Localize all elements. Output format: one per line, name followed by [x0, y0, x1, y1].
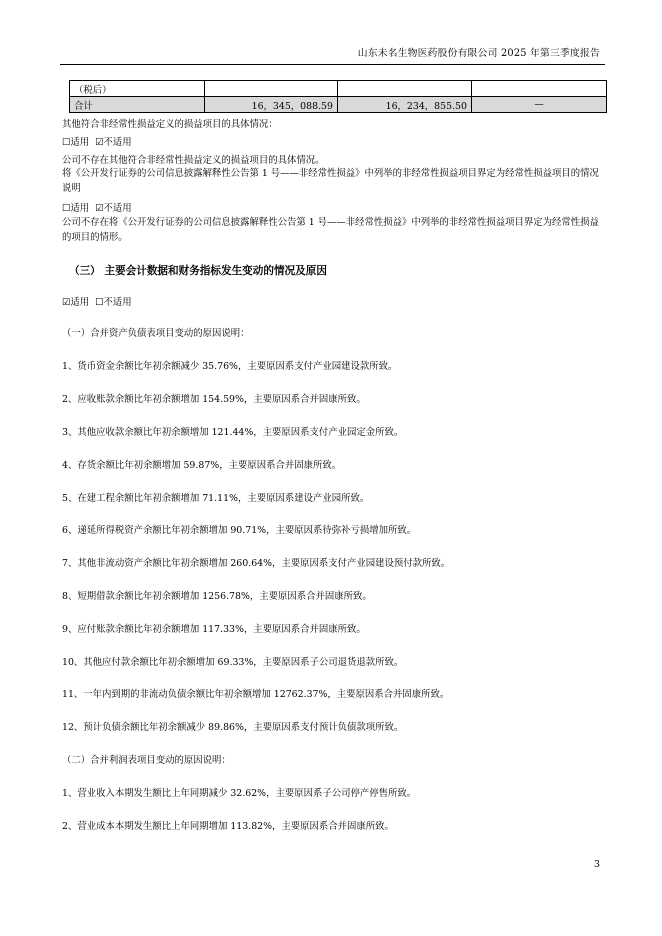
classified-items-checkboxes: [62, 200, 138, 214]
list-item: 1、营业收入本期发生额比上年同期减少 32.62%，主要原因系子公司停产停售所致。: [62, 788, 417, 799]
section-checkboxes: [62, 294, 138, 308]
note-cell: [472, 81, 607, 97]
list-item: 5、在建工程余额比年初余额增加 71.11%，主要原因系建设产业园所致。: [62, 493, 370, 504]
list-item: 11、一年内到期的非流动负债余额比年初余额增加 12762.37%，主要原因系合并固康所致。: [62, 689, 450, 700]
page-number: 3: [594, 859, 600, 870]
applicable-checkbox[interactable]: ☐适用: [62, 137, 90, 148]
income-statement-heading: （二）合并利润表项目变动的原因说明：: [62, 755, 231, 766]
current-amount-cell: [205, 81, 338, 97]
ytd-amount-cell: 16，234，855.50: [338, 97, 472, 113]
table-row: [70, 81, 607, 97]
current-amount-cell: 16，345，088.59: [205, 97, 338, 113]
list-item: 7、其他非流动资产余额比年初余额增加 260.64%，主要原因系支付产业园建设预付款所致。: [62, 558, 451, 569]
list-item: 10、其他应付款余额比年初余额增加 69.33%，主要原因系子公司退货退款所致。: [62, 657, 404, 668]
row-label: 合计: [70, 97, 205, 113]
row-label: （税后）: [70, 81, 205, 97]
list-item: 4、存货余额比年初余额增加 59.87%，主要原因系合并固康所致。: [62, 460, 342, 471]
classified-items-intro: 将《公开发行证券的公司信息披露解释性公告第 1 号——非经常性损益》中列举的非经常性损益项目界定为经常性损益项目的情况说明: [62, 168, 599, 194]
report-header: 山东未名生物医药股份有限公司 2025 年第三季度报告: [357, 48, 600, 59]
not-applicable-checkbox[interactable]: ☐不适用: [95, 297, 132, 308]
non-recurring-table: [69, 80, 607, 113]
list-item: 1、货币资金余额比年初余额减少 35.76%，主要原因系支付产业园建设款所致。: [62, 361, 398, 372]
balance-sheet-heading: （一）合并资产负债表项目变动的原因说明：: [62, 328, 250, 339]
classified-items-text: 公司不存在将《公开发行证券的公司信息披露解释性公告第 1 号——非经常性损益》中列举的非经常性损益项目界定为经常性损益的项目的情形。: [62, 217, 599, 243]
other-items-checkboxes: [62, 134, 138, 148]
list-item: 2、营业成本本期发生额比上年同期增加 113.82%，主要原因系合并固康所致。: [62, 821, 394, 832]
ytd-amount-cell: [338, 81, 472, 97]
list-item: 2、应收账款余额比年初余额增加 154.59%，主要原因系合并固康所致。: [62, 394, 366, 405]
list-item: 9、应付账款余额比年初余额增加 117.33%，主要原因系合并固康所致。: [62, 624, 366, 635]
list-item: 6、递延所得税资产余额比年初余额增加 90.71%，主要原因系待弥补亏损增加所致。: [62, 525, 417, 536]
list-item: 3、其他应收款余额比年初余额增加 121.44%，主要原因系支付产业园定金所致。: [62, 427, 404, 438]
header-rule: [60, 64, 605, 65]
list-item: 8、短期借款余额比年初余额增加 1256.78%，主要原因系合并固康所致。: [62, 591, 372, 602]
applicable-checkbox[interactable]: ☑适用: [62, 297, 90, 308]
note-cell: —: [472, 97, 607, 113]
not-applicable-checkbox[interactable]: ☑不适用: [95, 203, 132, 214]
not-applicable-checkbox[interactable]: ☑不适用: [95, 137, 132, 148]
other-items-intro: 其他符合非经常性损益定义的损益项目的具体情况：: [62, 119, 278, 130]
list-item: 12、预计负债余额比年初余额减少 89.86%，主要原因系支付预计负债款项所致。: [62, 722, 404, 733]
applicable-checkbox[interactable]: ☐适用: [62, 203, 90, 214]
table-row-total: [70, 97, 607, 113]
section-title: （三） 主要会计数据和财务指标发生变动的情况及原因: [69, 265, 327, 277]
other-items-text: 公司不存在其他符合非经常性损益定义的损益项目的具体情况。: [62, 155, 325, 166]
